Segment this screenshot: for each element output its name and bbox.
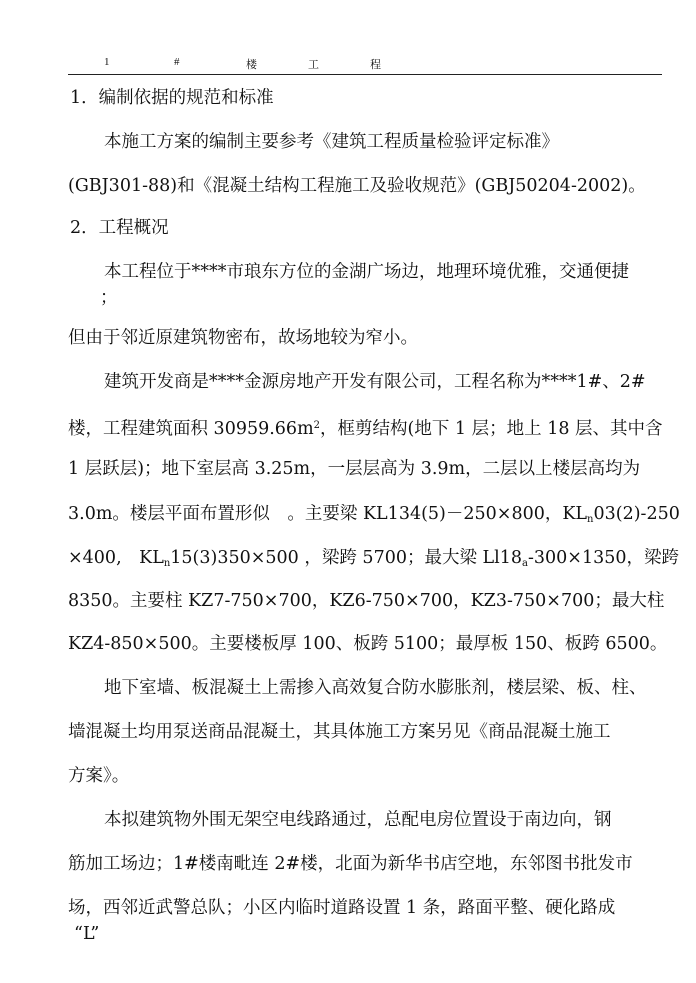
header-char: # (174, 56, 180, 68)
paragraph-line: 本拟建筑物外围无架空电线路通过，总配电房位置设于南边向，钢 (104, 810, 612, 830)
paragraph-line: 1 层跃层)；地下室层高 3.25m，一层层高为 3.9m，二层以上楼层高均为 (68, 459, 641, 479)
subscript: a (522, 558, 528, 569)
text-span: 15(3)350×500 ，梁跨 5700；最大梁 Ll18 (170, 548, 523, 568)
subscript: n (587, 514, 594, 525)
paragraph-line: 本施工方案的编制主要参考《建筑工程质量检验评定标准》 (104, 132, 559, 152)
paragraph-line: ； (100, 288, 118, 308)
running-header (68, 52, 662, 75)
paragraph-line (68, 502, 680, 532)
text-span: -300×1350，梁跨 (527, 548, 679, 568)
paragraph-line (68, 414, 668, 441)
paragraph-line: 本工程位于****市琅东方位的金湖广场边，地理环境优雅，交通便捷 (104, 262, 629, 282)
header-char: 程 (370, 59, 381, 71)
header-char: 工 (308, 59, 319, 71)
text-span: ×400, KL (68, 548, 164, 568)
header-char: 楼 (246, 59, 257, 71)
section-heading: 1．编制依据的规范和标准 (70, 88, 274, 108)
paragraph-line: 地下室墙、板混凝土上需掺入高效复合防水膨胀剂，楼层梁、板、柱、 (104, 678, 647, 698)
section-heading: 2．工程概况 (70, 218, 169, 238)
text-span: 楼，工程建筑面积 30959.66m (68, 419, 314, 439)
subscript: n (163, 558, 171, 569)
paragraph-line: 8350。主要柱 KZ7-750×700，KZ6-750×700，KZ3-750×700；最大柱 (68, 591, 665, 611)
text-span: ，框剪结构(地下 1 层；地上 18 层、其中含 (320, 419, 663, 439)
paragraph-line: 方案》。 (68, 766, 130, 786)
paragraph-line (68, 546, 679, 576)
header-char: 1 (104, 56, 110, 68)
text-span: 03(2)-250 (593, 504, 680, 524)
superscript: 2 (313, 420, 321, 431)
paragraph-line: 建筑开发商是****金源房地产开发有限公司，工程名称为****1#、2# (104, 372, 646, 392)
paragraph-line: (GBJ301-88)和《混凝土结构工程施工及验收规范》(GBJ50204-2002)。 (68, 176, 646, 196)
paragraph-line: 但由于邻近原建筑物密布，故场地较为窄小。 (68, 328, 418, 348)
paragraph-line: 筋加工场边；1#楼南毗连 2#楼，北面为新华书店空地，东邻图书批发市 (68, 854, 633, 874)
text-span: 3.0m。楼层平面布置形似 。主要梁 KL134(5)－250×800，KL (68, 504, 588, 524)
paragraph-line: 墙混凝土均用泵送商品混凝土，其具体施工方案另见《商品混凝土施工 (68, 722, 611, 742)
paragraph-line: KZ4-850×500。主要楼板厚 100、板跨 5100；最厚板 150、板跨 6500。 (68, 634, 668, 654)
paragraph-line: “L” (74, 924, 100, 944)
paragraph-line: 场，西邻近武警总队；小区内临时道路设置 1 条，路面平整、硬化路成 (68, 898, 616, 918)
